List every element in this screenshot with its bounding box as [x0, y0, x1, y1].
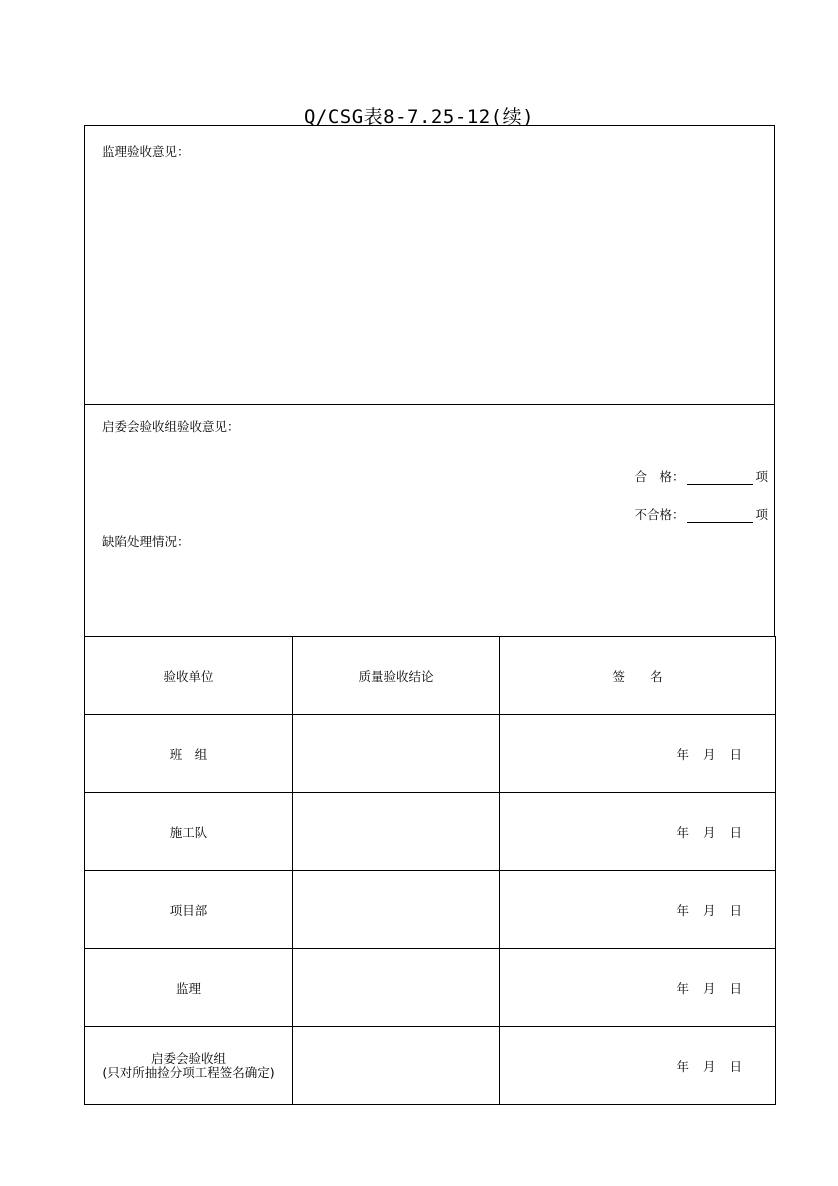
year-label: 年 [676, 746, 689, 762]
unqualified-count-field[interactable] [687, 508, 753, 523]
unqualified-label: 不合格： [634, 507, 685, 522]
signature-cell[interactable] [500, 871, 776, 949]
unqualified-unit: 项 [755, 507, 768, 522]
conclusion-cell[interactable] [293, 1027, 500, 1105]
unqualified-count-row [634, 505, 768, 523]
month-label: 月 [702, 1058, 716, 1074]
table-row [85, 871, 776, 949]
conclusion-cell[interactable] [293, 949, 500, 1027]
unit-note: (只对所抽捡分项工程签名确定) [102, 1064, 275, 1080]
day-label: 日 [729, 824, 742, 840]
year-label: 年 [676, 824, 689, 840]
qualified-label: 合 格： [634, 469, 685, 484]
month-label: 月 [702, 902, 716, 918]
month-label: 月 [702, 824, 716, 840]
committee-opinion-label: 启委会验收组验收意见： [102, 419, 240, 434]
form-title: Q/CSG表8-7.25-12(续) [303, 106, 535, 128]
header-signature: 签 名 [500, 637, 776, 715]
table-row [85, 715, 776, 793]
supervision-opinion-label: 监理验收意见： [102, 144, 190, 159]
signature-table [84, 636, 776, 1105]
table-header-row [85, 637, 776, 715]
conclusion-cell[interactable] [293, 793, 500, 871]
year-label: 年 [676, 1058, 689, 1074]
signature-cell[interactable] [500, 715, 776, 793]
unit-cell: 项目部 [85, 871, 293, 949]
header-unit: 验收单位 [85, 637, 293, 715]
qualified-count-row [634, 467, 768, 485]
signature-cell[interactable] [500, 949, 776, 1027]
table-row [85, 793, 776, 871]
day-label: 日 [729, 1058, 742, 1074]
day-label: 日 [729, 902, 742, 918]
committee-opinion-section [84, 404, 775, 637]
year-label: 年 [676, 902, 689, 918]
unit-cell: 监理 [85, 949, 293, 1027]
signature-cell[interactable] [500, 1027, 776, 1105]
unit-cell: 班 组 [85, 715, 293, 793]
year-label: 年 [676, 980, 689, 996]
month-label: 月 [702, 980, 716, 996]
unit-cell: 施工队 [85, 793, 293, 871]
header-conclusion: 质量验收结论 [293, 637, 500, 715]
day-label: 日 [729, 980, 742, 996]
table-row [85, 1027, 776, 1105]
day-label: 日 [729, 746, 742, 762]
month-label: 月 [702, 746, 716, 762]
supervision-opinion-section [84, 125, 775, 405]
defect-handling-label: 缺陷处理情况： [102, 534, 190, 549]
signature-cell[interactable] [500, 793, 776, 871]
unit-cell [85, 1027, 293, 1105]
unit-name: 启委会验收组 [150, 1050, 226, 1066]
qualified-unit: 项 [755, 469, 768, 484]
conclusion-cell[interactable] [293, 871, 500, 949]
qualified-count-field[interactable] [687, 470, 753, 485]
table-row [85, 949, 776, 1027]
conclusion-cell[interactable] [293, 715, 500, 793]
